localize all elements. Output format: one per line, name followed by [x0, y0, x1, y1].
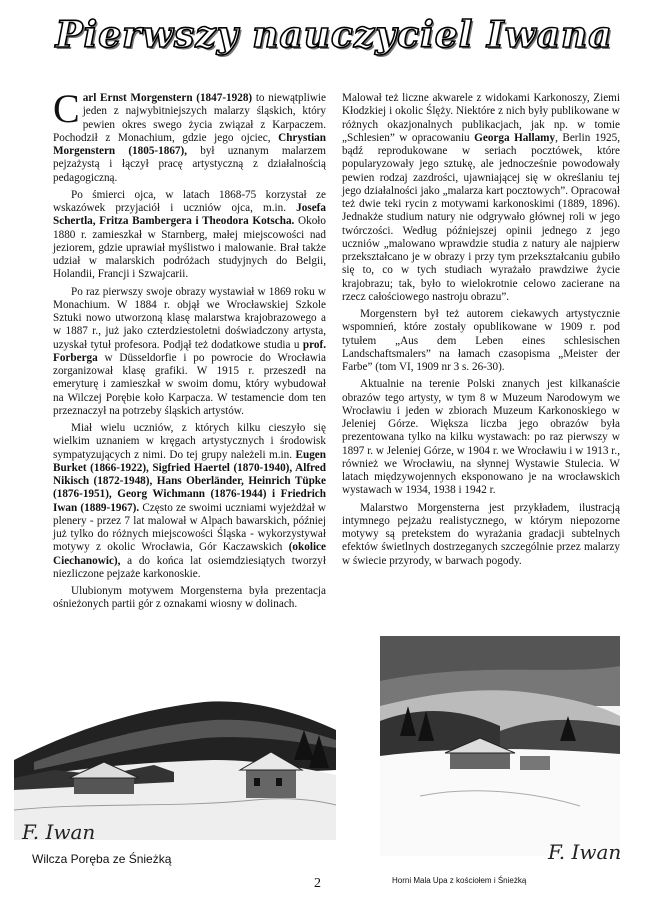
- image-caption: Horni Mala Upa z kościołem i Śnieżką: [392, 876, 527, 885]
- text: to niewątpliwie jeden z najwybitniejszych malarzy śląskich, który pewien okres swego życia związał z Karpaczem. Pochodził z Monachium, gdzie jego ojciec,: [53, 92, 326, 144]
- paragraph: Malarstwo Morgensterna jest przykładem, ilustracją intymnego pejzażu realistycznego, w którym niepozorne motywy są pretekstem do wyrażania gradacji subtelnych efektów świetlnych dostrzeganych szczególnie przez malarzy w świecie przyrody, w barwach pogody.: [342, 501, 620, 567]
- painting-wilcza-poreba: [14, 690, 336, 840]
- text: był uznanym malarzem pejzażystą i łączył pracę artystyczną z działalnością pedagogiczną.: [53, 145, 327, 184]
- drop-cap: C: [53, 86, 80, 131]
- page-number: 2: [314, 876, 321, 891]
- right-column: [342, 92, 620, 572]
- bold-text: prof. Forberga: [53, 338, 326, 364]
- image-caption: Wilcza Poręba ze Śnieżką: [32, 852, 172, 866]
- artist-signature: F. Iwan: [548, 840, 622, 864]
- text: Często ze swoimi uczniami wyjeżdżał w plenery - przez 7 lat malował w Alpach bawarskich, później już tylko do różnych miejscowości Śląska - wykorzystywał motywy z okolic Wrocławia, Gór Kaczawskich: [53, 501, 326, 554]
- bold-text: arl Ernst Morgenstern (1847-1928): [82, 92, 253, 104]
- bold-text: Chrystian Morgenstern (1805-1867),: [53, 131, 326, 157]
- text: Około 1880 r. zamieszkał w Starnberg, małej miejscowości nad jeziorem, gdzie uprawiał myślistwo i malowanie. Brał także udział w malarskich podróżach studyjnych do Belgii, Holandii, Francji i Szwajcarii.: [53, 215, 327, 281]
- paragraph: [53, 86, 327, 185]
- paragraph: [53, 286, 326, 419]
- paragraph: Aktualnie na terenie Polski znanych jest kilkanaście obrazów tego artysty, w tym 8 w Muzeum Narodowym we Wrocławiu i jeden w zbiorach Muzeum Karkonoskiego w Jeleniej Górze. Większa liczba jego obrazów była prezentowana tylko na kilku wystawach: po raz pierwszy w 1897 r. w Jeleniej Górze, w 1904 r. we Wrocławiu i w 1913 r., również we Wrocławiu, na słynnej Wystawie Stulecia. W latach międzywojennych eksponowano je na wrocławskich wystawach w 1934, 1938 i 1942 r.: [342, 378, 620, 497]
- artist-signature: F. Iwan: [22, 820, 96, 844]
- text: Po śmierci ojca, w latach 1868-75 korzystał ze wskazówek przyjaciół i uczniów ojca, m.in.: [53, 188, 326, 214]
- bold-text: Georga Hallamy: [474, 131, 556, 144]
- bold-text: (okolice Ciechanowic),: [53, 541, 326, 567]
- paragraph: [53, 189, 326, 282]
- left-column: [53, 86, 327, 616]
- text: Po raz pierwszy swoje obrazy wystawiał w 1869 roku w Monachium. W 1884 r. objął we Wrocławskiej Szkole Sztuki nowo utworzoną klasę malarstwa krajobrazowego a w 1887 r., już jako czterdziestoletni doświadczony artysta, uzyskał tytuł profesora. Podjął też dodatkowe studia u: [53, 285, 326, 351]
- paragraph: Morgenstern był też autorem ciekawych artystycznie wspomnień, które zostały opublikowane w 1909 r. pod tytułem „Aus dem Leben eines schlesischen Landschaftsmalers” na łamach czasopisma „Meister der Farbe” (tom VI, 1909 nr 3 s. 26-30).: [342, 308, 620, 373]
- text: , Berlin 1925, bądź reprodukowane w seriach pocztówek, które popularyzowały jego sztukę, ale jednocześnie powodowały pewien rodzaj zazdrości, ujawniającej się w określaniu tej jego działalności jako „malarza kart pocztowych”. Opracował też dwie teki rycin z motywami karkonoskimi (1889, 1896). Jednakże studium natury nie odgrywało głównej roli w jego twórczości. Według późniejszej opinii jednego z jego uczniów „malowano wprawdzie studia z natury ale najpierw przekształcano je w obrazy i przy tym przekształcaniu gubiło się to, co w tych studiach wyrażało prawdziwe życie krajobrazu; tak, było to wielokrotnie celowo zacierane na rzecz całościowego nastroju obrazu”.: [342, 131, 621, 303]
- text: a do końca lat osiemdziesiątych tworzył niezliczone pejzaże karkonoskie.: [53, 554, 326, 580]
- bold-text: Josefa Schertla, Fritza Bambergera i Theodora Kotscha.: [53, 202, 326, 228]
- paragraph: Ulubionym motywem Morgensterna była prezentacja ośnieżonych partii gór z oznakami wiosny w dolinach.: [53, 585, 326, 611]
- article-title: Pierwszy nauczyciel Iwana: [55, 14, 613, 56]
- text: w Düsseldorfie i po powrocie do Wrocławia zorganizował klasę grafiki. W 1915 r. przeszedł na emeryturę i zamieszkał w swoim domu, który wybudował na Wilczej Porębie koło Karpacza. W testamencie dom ten przeznaczył na potrzeby śląskich artystów.: [53, 351, 326, 417]
- bold-text: Eugen Burket (1866-1922), Sigfried Haertel (1870-1940), Alfred Nikisch (1872-1948), Hans Oberländer, Heinrich Tüpke (1876-1951), Georg Wichmann (1876-1944) i Friedrich Iwan (1889-1967).: [53, 448, 326, 514]
- paragraph: [342, 92, 620, 304]
- painting-horni-mala-upa: [380, 636, 620, 856]
- text: Miał wielu uczniów, z których kilku cieszyło się wielkim uznaniem w kręgach artystycznych i środowisk sympatyzujących z nimi. Do tej grupy należeli m.in.: [53, 422, 326, 461]
- text: Malował też liczne akwarele z widokami Karkonoszy, Ziemi Kłodzkiej i okolic Ślęży. Niektóre z nich były publikowane w różnych okazjonalnych publikacjach, jak np. w tomie „Schlesien” w opracowaniu: [342, 92, 620, 144]
- paragraph: [53, 422, 326, 581]
